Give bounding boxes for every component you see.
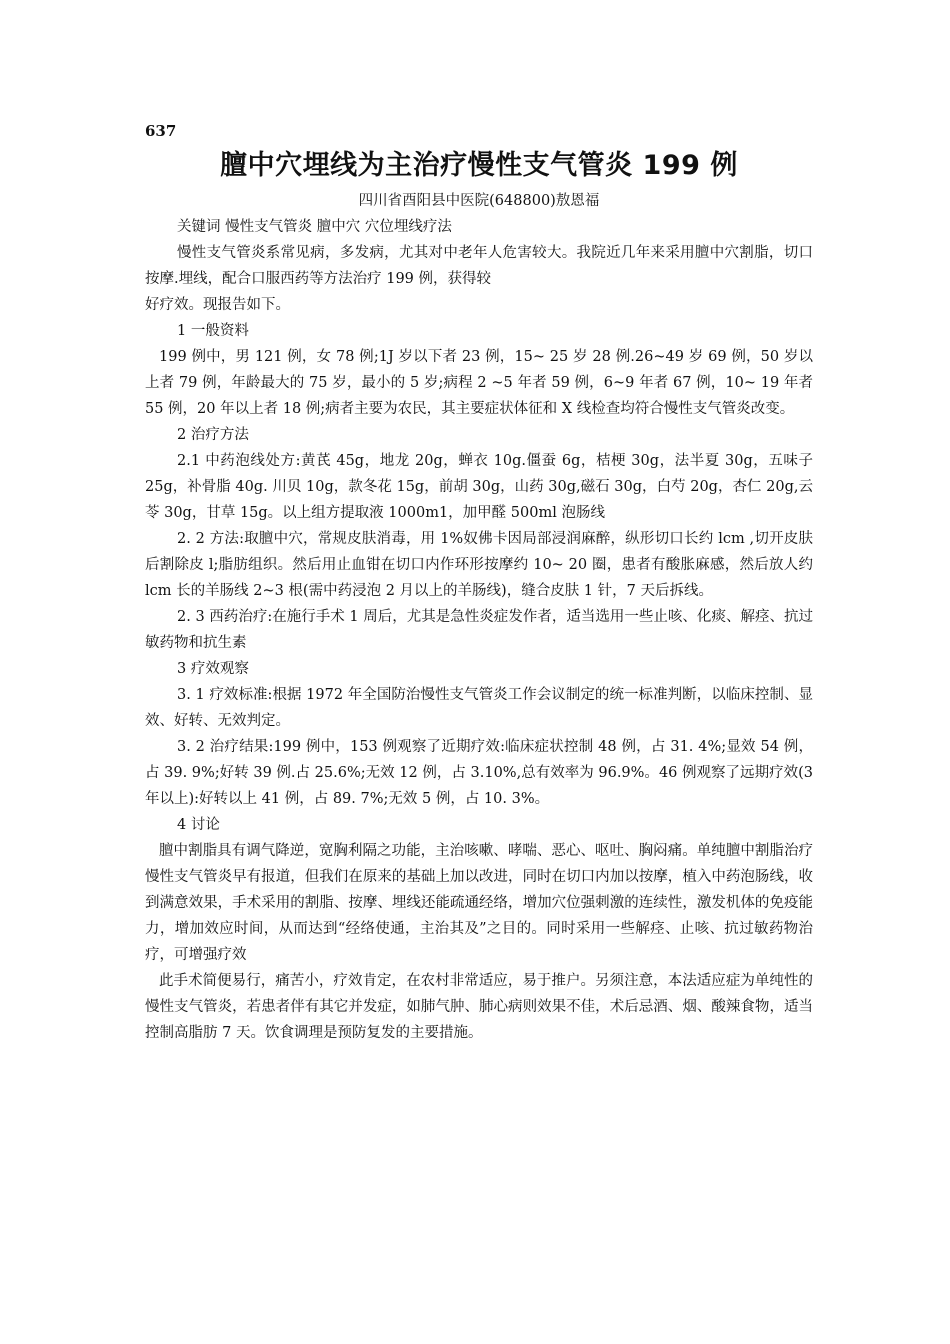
section-2-1-text: 2.1 中药泡线处方:黄芪 45g，地龙 20g，蝉衣 10g.僵蚕 6g，桔梗 30g，法半夏 30g，五味子 25g，补骨脂 40g. 川贝 10g，款冬花 15g，前胡 30g，山药 30g,磁石 30g，白芍 20g，杏仁 20g,云苓 30g，甘草 15g。以上组方提取液 1000m1，加甲醛 500ml 泡肠线 — [145, 453, 813, 521]
section-4-paragraph-2: 此手术简便易行，痛苦小，疗效肯定，在农村非常适应，易于推户。另须注意，本法适应症为单纯性的慢性支气管炎，若患者伴有其它并发症，如肺气肿、肺心病则效果不佳，术后忌酒、烟、酸辣食物，适当控制高脂肪 7 天。饮食调理是预防复发的主要措施。 — [145, 973, 813, 1041]
section-4-heading: 4 讨论 — [177, 817, 220, 833]
section-2-3-text: 2. 3 西药治疗:在施行手术 1 周后，尤其是急性炎症发作者，适当选用一些止咳、化痰、解痉、抗过敏药物和抗生素 — [145, 609, 813, 651]
intro-line-2: 好疗效。现报告如下。 — [145, 297, 290, 313]
section-1-text: 199 例中，男 121 例，女 78 例;1J 岁以下者 23 例，15~ 25 岁 28 例.26~49 岁 69 例，50 岁以上者 79 例，年龄最大的 75 岁，最小的 5 岁;病程 2 ~5 年者 59 例，6~9 年者 67 例，10~ 19 年者 55 例，20 年以上者 18 例;病者主要为农民，其主要症状体征和 X 线检查均符合慢性支气管炎改变。 — [145, 349, 813, 417]
section-3-heading: 3 疗效观察 — [177, 661, 249, 677]
document-page — [145, 120, 813, 1046]
section-3-1-text: 3. 1 疗效标准:根据 1972 年全国防治慢性支气管炎工作会议制定的统一标准判断，以临床控制、显效、好转、无效判定。 — [145, 687, 813, 729]
section-3-2-text: 3. 2 治疗结果:199 例中，153 例观察了近期疗效:临床症状控制 48 例，占 31. 4%;显效 54 例，占 39. 9%;好转 39 例.占 25.6%;无效 12 例，占 3.10%,总有效率为 96.9%。46 例观察了远期疗效(3 年以上):好转以上 41 例，占 89. 7%;无效 5 例，占 10. 3%。 — [145, 739, 813, 807]
section-1-heading: 1 一般资料 — [177, 323, 249, 339]
page-number: 637 — [145, 122, 177, 140]
keywords: 关键词 慢性支气管炎 膻中穴 穴位埋线疗法 — [177, 219, 452, 235]
author-affiliation: 四川省酉阳县中医院(648800)敖恩福 — [358, 193, 600, 209]
section-2-heading: 2 治疗方法 — [177, 427, 249, 443]
intro-paragraph — [145, 240, 813, 318]
section-4-paragraph-1: 膻中割脂具有调气降逆，宽胸利隔之功能，主治咳嗽、哮喘、恶心、呕吐、胸闷痛。单纯膻中割脂治疗慢性支气管炎早有报道，但我们在原来的基础上加以改进，同时在切口内加以按摩，植入中药泡肠线，收到满意效果，手术采用的割脂、按摩、埋线还能疏通经络，增加穴位强刺激的连续性，激发机体的免疫能力，增加效应时间，从而达到“经络使通，主治其及”之目的。同时采用一些解痉、止咳、抗过敏药物治疗，可增强疗效 — [145, 843, 813, 963]
article-title: 膻中穴埋线为主治疗慢性支气管炎 199 例 — [220, 150, 738, 181]
intro-line-1: 慢性支气管炎系常见病，多发病，尤其对中老年人危害较大。我院近几年来采用膻中穴割脂，切口按摩.埋线，配合口服西药等方法治疗 199 例，获得较 — [145, 245, 813, 287]
section-2-2-text: 2. 2 方法:取膻中穴，常规皮肤消毒，用 1%奴佛卡因局部浸润麻醉，纵形切口长约 lcm ,切开皮肤后割除皮 l;脂肪组织。然后用止血钳在切口内作环形按摩约 10~ 20 圈，患者有酸胀麻感，然后放人约 lcm 长的羊肠线 2~3 根(需中药浸泡 2 月以上的羊肠线)，缝合皮肤 1 针，7 天后拆线。 — [145, 531, 813, 599]
